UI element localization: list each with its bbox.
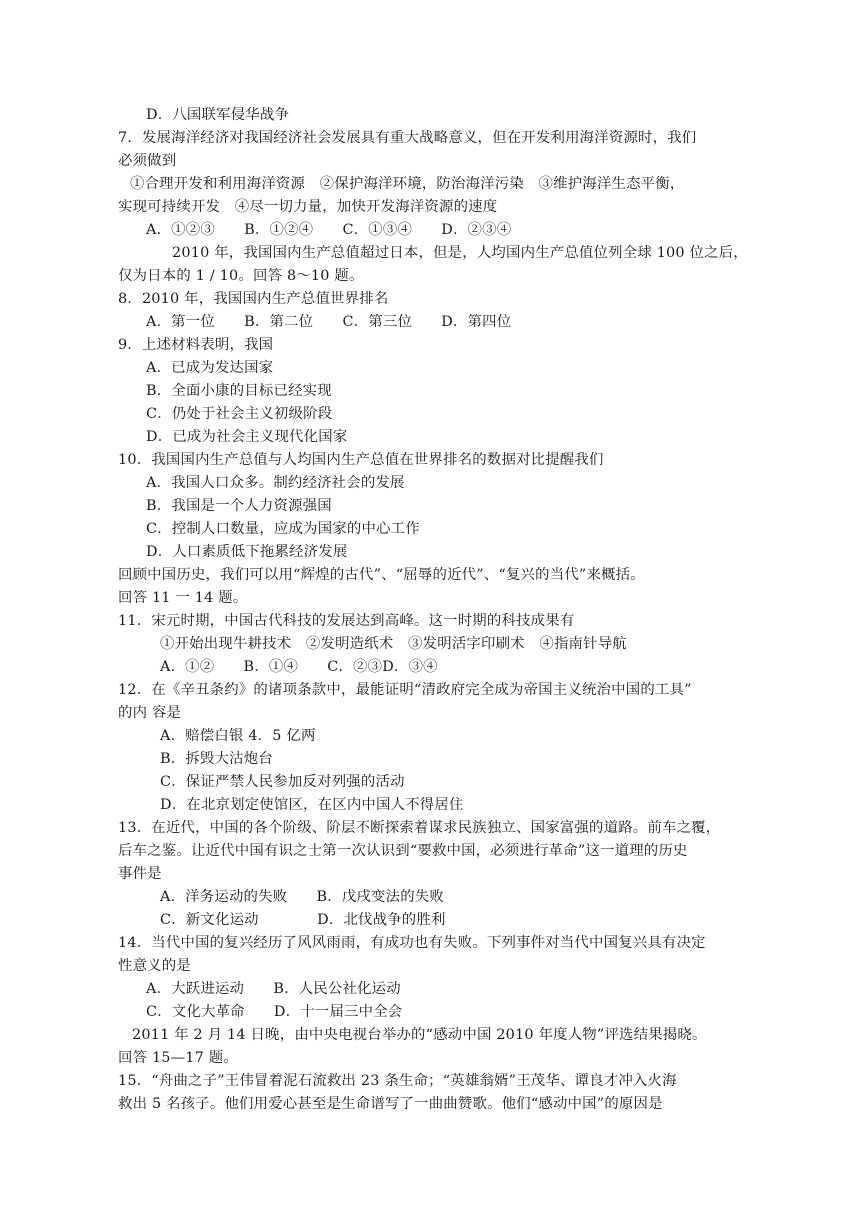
question-10-option-b: B．我国是一个人力资源强国 [146, 498, 332, 514]
question-14-line-1: 14．当代中国的复兴经历了风风雨雨，有成功也有失败。下列事件对当代中国复兴具有决定 [118, 935, 706, 951]
question-14-options-cd: C．文化大革命 D．十一届三中全会 [146, 1004, 403, 1020]
option-6d: D．八国联军侵华战争 [146, 107, 290, 123]
question-15-line-2: 救出 5 名孩子。他们用爱心甚至是生命谱写了一曲曲赞歌。他们“感动中国”的原因是 [118, 1096, 663, 1112]
question-12-line-2: 的内 容是 [118, 705, 182, 721]
question-13-options-cd: C．新文化运动 D．北伐战争的胜利 [160, 912, 446, 928]
question-13-line-2: 后车之鉴。让近代中国有识之士第一次认识到“要救中国，必须进行革命”这一道理的历史 [118, 843, 688, 859]
question-9-option-c: C．仍处于社会主义初级阶段 [146, 406, 333, 422]
question-8: 8．2010 年，我国国内生产总值世界排名 [118, 291, 389, 307]
question-9-option-d: D．已成为社会主义现代化国家 [146, 429, 348, 445]
question-10-option-d: D．人口素质低下拖累经济发展 [146, 544, 348, 560]
question-12-option-c: C．保证严禁人民参加反对列强的活动 [160, 774, 405, 790]
question-13-line-3: 事件是 [118, 866, 162, 882]
question-12-option-d: D．在北京划定使馆区，在区内中国人不得居住 [160, 797, 464, 813]
material-11-14-line-2: 回答 11 一 14 题。 [118, 590, 248, 606]
question-15-line-1: 15．“舟曲之子”王伟冒着泥石流救出 23 条生命；“英雄翁婿”王茂华、谭良才冲入火海 [118, 1073, 677, 1089]
material-15-17-line-1: 2011 年 2 月 14 日晚，由中央电视台举办的“感动中国 2010 年度人物”评选结果揭晓。 [132, 1027, 707, 1043]
question-11: 11．宋元时期，中国古代科技的发展达到高峰。这一时期的科技成果有 [118, 613, 575, 629]
question-8-options: A．第一位 B．第二位 C．第三位 D．第四位 [146, 314, 512, 330]
material-15-17-line-2: 回答 15—17 题。 [118, 1050, 238, 1066]
question-12-option-a: A．赔偿白银 4．5 亿两 [160, 728, 316, 744]
question-7-items-line-1: ①合理开发和利用海洋资源 ②保护海洋环境，防治海洋污染 ③维护海洋生态平衡， [130, 176, 685, 192]
question-14-options-ab: A．大跃进运动 B．人民公社化运动 [146, 981, 401, 997]
question-11-options: A．①② B．①④ C．②③D．③④ [160, 659, 438, 675]
question-12-option-b: B．拆毁大沽炮台 [160, 751, 273, 767]
material-8-10-line-1: 2010 年，我国国内生产总值超过日本，但是，人均国内生产总值位列全球 100 位之后， [172, 245, 748, 261]
question-9-option-b: B．全面小康的目标已经实现 [146, 383, 332, 399]
question-10: 10．我国国内生产总值与人均国内生产总值在世界排名的数据对比提醒我们 [118, 452, 604, 468]
question-13-line-1: 13．在近代，中国的各个阶级、阶层不断探索着谋求民族独立、国家富强的道路。前车之覆， [118, 820, 721, 836]
material-8-10-line-2: 仅为日本的 1 / 10。回答 8～10 题。 [118, 268, 364, 284]
question-7-options: A．①②③ B．①②④ C．①③④ D．②③④ [146, 222, 512, 238]
question-9: 9．上述材料表明，我国 [118, 337, 274, 353]
question-10-option-a: A．我国人口众多。制约经济社会的发展 [146, 475, 405, 491]
question-14-line-2: 性意义的是 [118, 958, 191, 974]
question-10-option-c: C．控制人口数量，应成为国家的中心工作 [146, 521, 420, 537]
question-9-option-a: A．已成为发达国家 [146, 360, 274, 376]
question-11-items: ①开始出现牛耕技术 ②发明造纸术 ③发明活字印刷术 ④指南针导航 [160, 636, 627, 652]
question-7-line-2: 必须做到 [118, 153, 177, 169]
question-7-items-line-2: 实现可持续开发 ④尽一切力量，加快开发海洋资源的速度 [118, 199, 498, 215]
material-11-14-line-1: 回顾中国历史，我们可以用“辉煌的古代”、“屈辱的近代”、“复兴的当代”来概括。 [118, 567, 645, 583]
question-7-line-1: 7．发展海洋经济对我国经济社会发展具有重大战略意义，但在开发利用海洋资源时，我们 [118, 130, 697, 146]
question-12-line-1: 12．在《辛丑条约》的诸项条款中，最能证明“清政府完全成为帝国主义统治中国的工具” [118, 682, 692, 698]
question-13-options-ab: A．洋务运动的失败 B．戊戌变法的失败 [160, 889, 445, 905]
